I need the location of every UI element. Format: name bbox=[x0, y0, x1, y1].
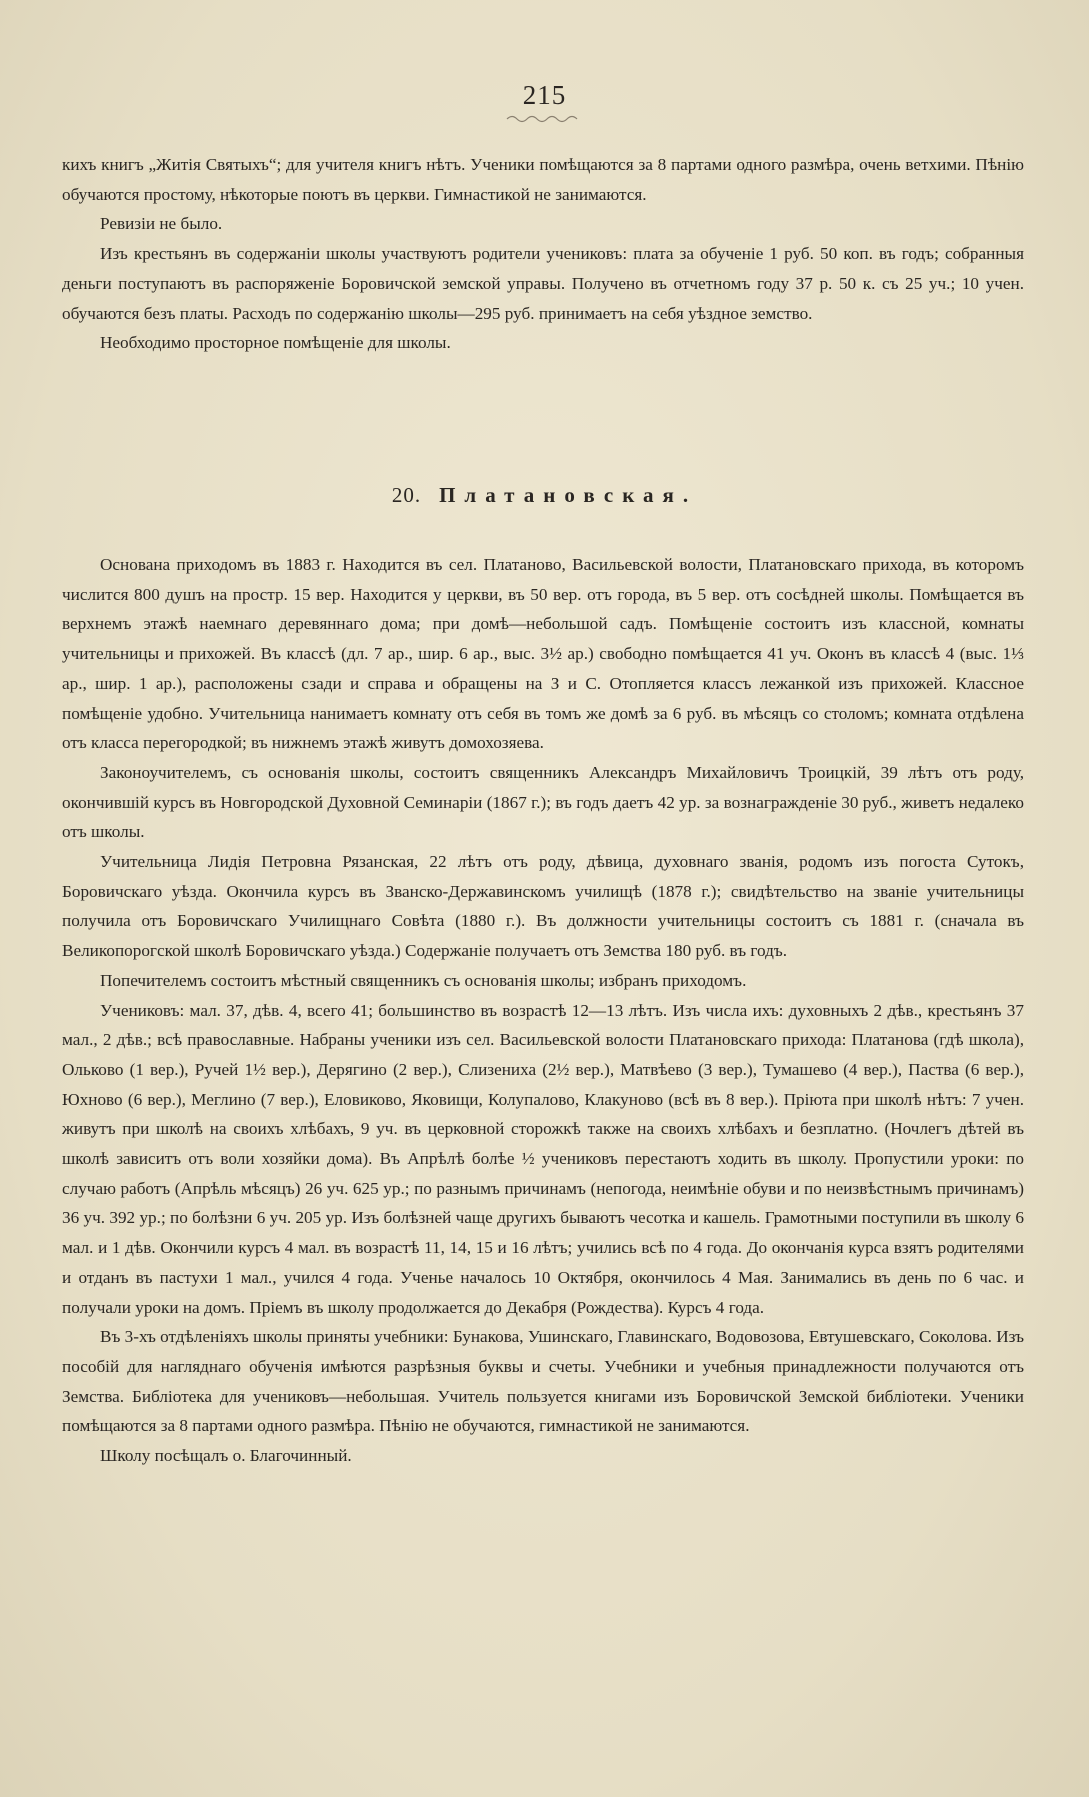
top-text-block bbox=[62, 150, 1024, 358]
section-heading bbox=[0, 483, 1089, 508]
paragraph: Школу посѣщалъ о. Благочинный. bbox=[100, 1446, 352, 1466]
paragraph: Учительница Лидія Петровна Рязанская, 22 лѣтъ отъ роду, дѣвица, духовнаго званія, родомъ изъ погоста Сутокъ, Боровичскаго уѣзда. Окончила курсъ въ Званско-Державинскомъ училищѣ (1878 г.); свидѣтельство на званіе учительницы получила отъ Боровичскаго Училищнаго Совѣта (1880 г.). Въ должности учительницы состоитъ съ 1881 г. (сначала въ Великопорогской школѣ Боровичскаго уѣзда.) Содержаніе получаетъ отъ Земства 180 руб. въ годъ. bbox=[62, 852, 1024, 961]
paragraph: Учениковъ: мал. 37, дѣв. 4, всего 41; большинство въ возрастѣ 12—13 лѣтъ. Изъ числа ихъ: духовныхъ 2 дѣв., крестьянъ 37 мал., 2 дѣв.; всѣ православные. Набраны ученики изъ сел. Васильевской волости Платановскаго прихода: Платанова (гдѣ школа), Ольково (1 вер.), Ручей 1½ вер.), Дерягино (2 вер.), Слизениха (2½ вер.), Матвѣево (3 вер.), Тумашево (4 вер.), Паства (6 вер.), Юхново (6 вер.), Меглино (7 вер.), Еловиково, Яковищи, Колупалово, Клакуново (всѣ въ 8 вер.). Пріюта при школѣ нѣтъ: 7 учен. живутъ при школѣ на своихъ хлѣбахъ, 9 уч. въ церковной сторожкѣ также на своихъ хлѣбахъ и безплатно. (Ночлегъ дѣтей въ школѣ зависитъ отъ воли хозяйки дома). Въ Апрѣлѣ болѣе ½ учениковъ перестаютъ ходить въ школу. Пропустили уроки: по случаю работъ (Апрѣль мѣсяцъ) 26 уч. 625 ур.; по разнымъ причинамъ (непогода, неимѣніе обуви и по неизвѣстнымъ причинамъ) 36 уч. 392 ур.; по болѣзни 6 уч. 205 ур. Изъ болѣзней чаще другихъ бываютъ чесотка и кашель. Грамотными поступили въ школу 6 мал. и 1 дѣв. Окончили курсъ 4 мал. въ возрастѣ 11, 14, 15 и 16 лѣтъ; учились всѣ по 4 года. До окончанія курса взятъ родителями и отданъ въ пастухи 1 мал., учился 4 года. Ученье началось 10 Октября, окончилось 4 Мая. Занимались въ день по 6 час. и получали уроки на домъ. Пріемъ въ школу продолжается до Декабря (Рождества). Курсъ 4 года. bbox=[62, 1000, 1024, 1317]
page-number: 215 bbox=[522, 80, 567, 110]
section-title: Платановская. bbox=[439, 483, 698, 507]
paragraph: кихъ книгъ „Житія Святыхъ“; для учителя книгъ нѣтъ. Ученики помѣщаются за 8 партами одного размѣра, очень ветхими. Пѣнію обучаются простому, нѣкоторые поютъ въ церкви. Гимнастикой не занимаются. bbox=[62, 155, 1024, 204]
paragraph: Необходимо просторное помѣщеніе для школы. bbox=[100, 333, 451, 353]
paragraph: Законоучителемъ, съ основанія школы, состоитъ священникъ Александръ Михайловичъ Троицкій, 39 лѣтъ отъ роду, окончившій курсъ въ Новгородской Духовной Семинаріи (1867 г.); въ годъ даетъ 42 ур. за вознагражденіе 30 руб., живетъ недалеко отъ школы. bbox=[62, 762, 1024, 842]
section-text-block bbox=[62, 550, 1024, 1471]
ornament-squiggle bbox=[505, 114, 585, 124]
paragraph: Въ 3-хъ отдѣленіяхъ школы приняты учебники: Бунакова, Ушинскаго, Главинскаго, Водовозова, Евтушевскаго, Соколова. Изъ пособій для нагляднаго обученія имѣются разрѣзныя буквы и счеты. Учебники и учебныя принадлежности получаются отъ Земства. Библіотека для учениковъ—небольшая. Учитель пользуется книгами изъ Боровичской Земской библіотеки. Ученики помѣщаются за 8 партами одного размѣра. Пѣнію не обучаются, гимнастикой не занимаются. bbox=[62, 1327, 1024, 1436]
paragraph: Основана приходомъ въ 1883 г. Находится въ сел. Платаново, Васильевской волости, Платановскаго прихода, въ которомъ числится 800 душъ на простр. 15 вер. Находится у церкви, въ 50 вер. отъ города, въ 5 вер. отъ сосѣдней школы. Помѣщается въ верхнемъ этажѣ наемнаго деревяннаго дома; при домѣ—небольшой садъ. Помѣщеніе состоитъ изъ классной, комнаты учительницы и прихожей. Въ классѣ (дл. 7 ар., шир. 6 ар., выс. 3½ ар.) свободно помѣщается 41 уч. Оконъ въ классѣ 4 (выс. 1⅓ ар., шир. 1 ар.), расположены сзади и справа и обращены на З и С. Отопляется классъ лежанкой изъ прихожей. Классное помѣщеніе удобно. Учительница нанимаетъ комнату отъ себя въ томъ же домѣ за 6 руб. въ мѣсяцъ со столомъ; комната отдѣлена отъ класса перегородкой; въ нижнемъ этажѣ живутъ домохозяева. bbox=[62, 555, 1024, 753]
paragraph: Изъ крестьянъ въ содержаніи школы участвуютъ родители учениковъ: плата за обученіе 1 руб. 50 коп. въ годъ; собранныя деньги поступаютъ въ распоряженіе Боровичской земской управы. Получено въ отчетномъ году 37 р. 50 к. съ 25 уч.; 10 учен. обучаются безъ платы. Расходъ по содержанію школы—295 руб. принимаетъ на себя уѣздное земство. bbox=[62, 244, 1024, 323]
paragraph: Попечителемъ состоитъ мѣстный священникъ съ основанія школы; избранъ приходомъ. bbox=[100, 970, 747, 990]
section-number: 20. bbox=[391, 483, 422, 507]
paragraph: Ревизіи не было. bbox=[100, 214, 223, 234]
